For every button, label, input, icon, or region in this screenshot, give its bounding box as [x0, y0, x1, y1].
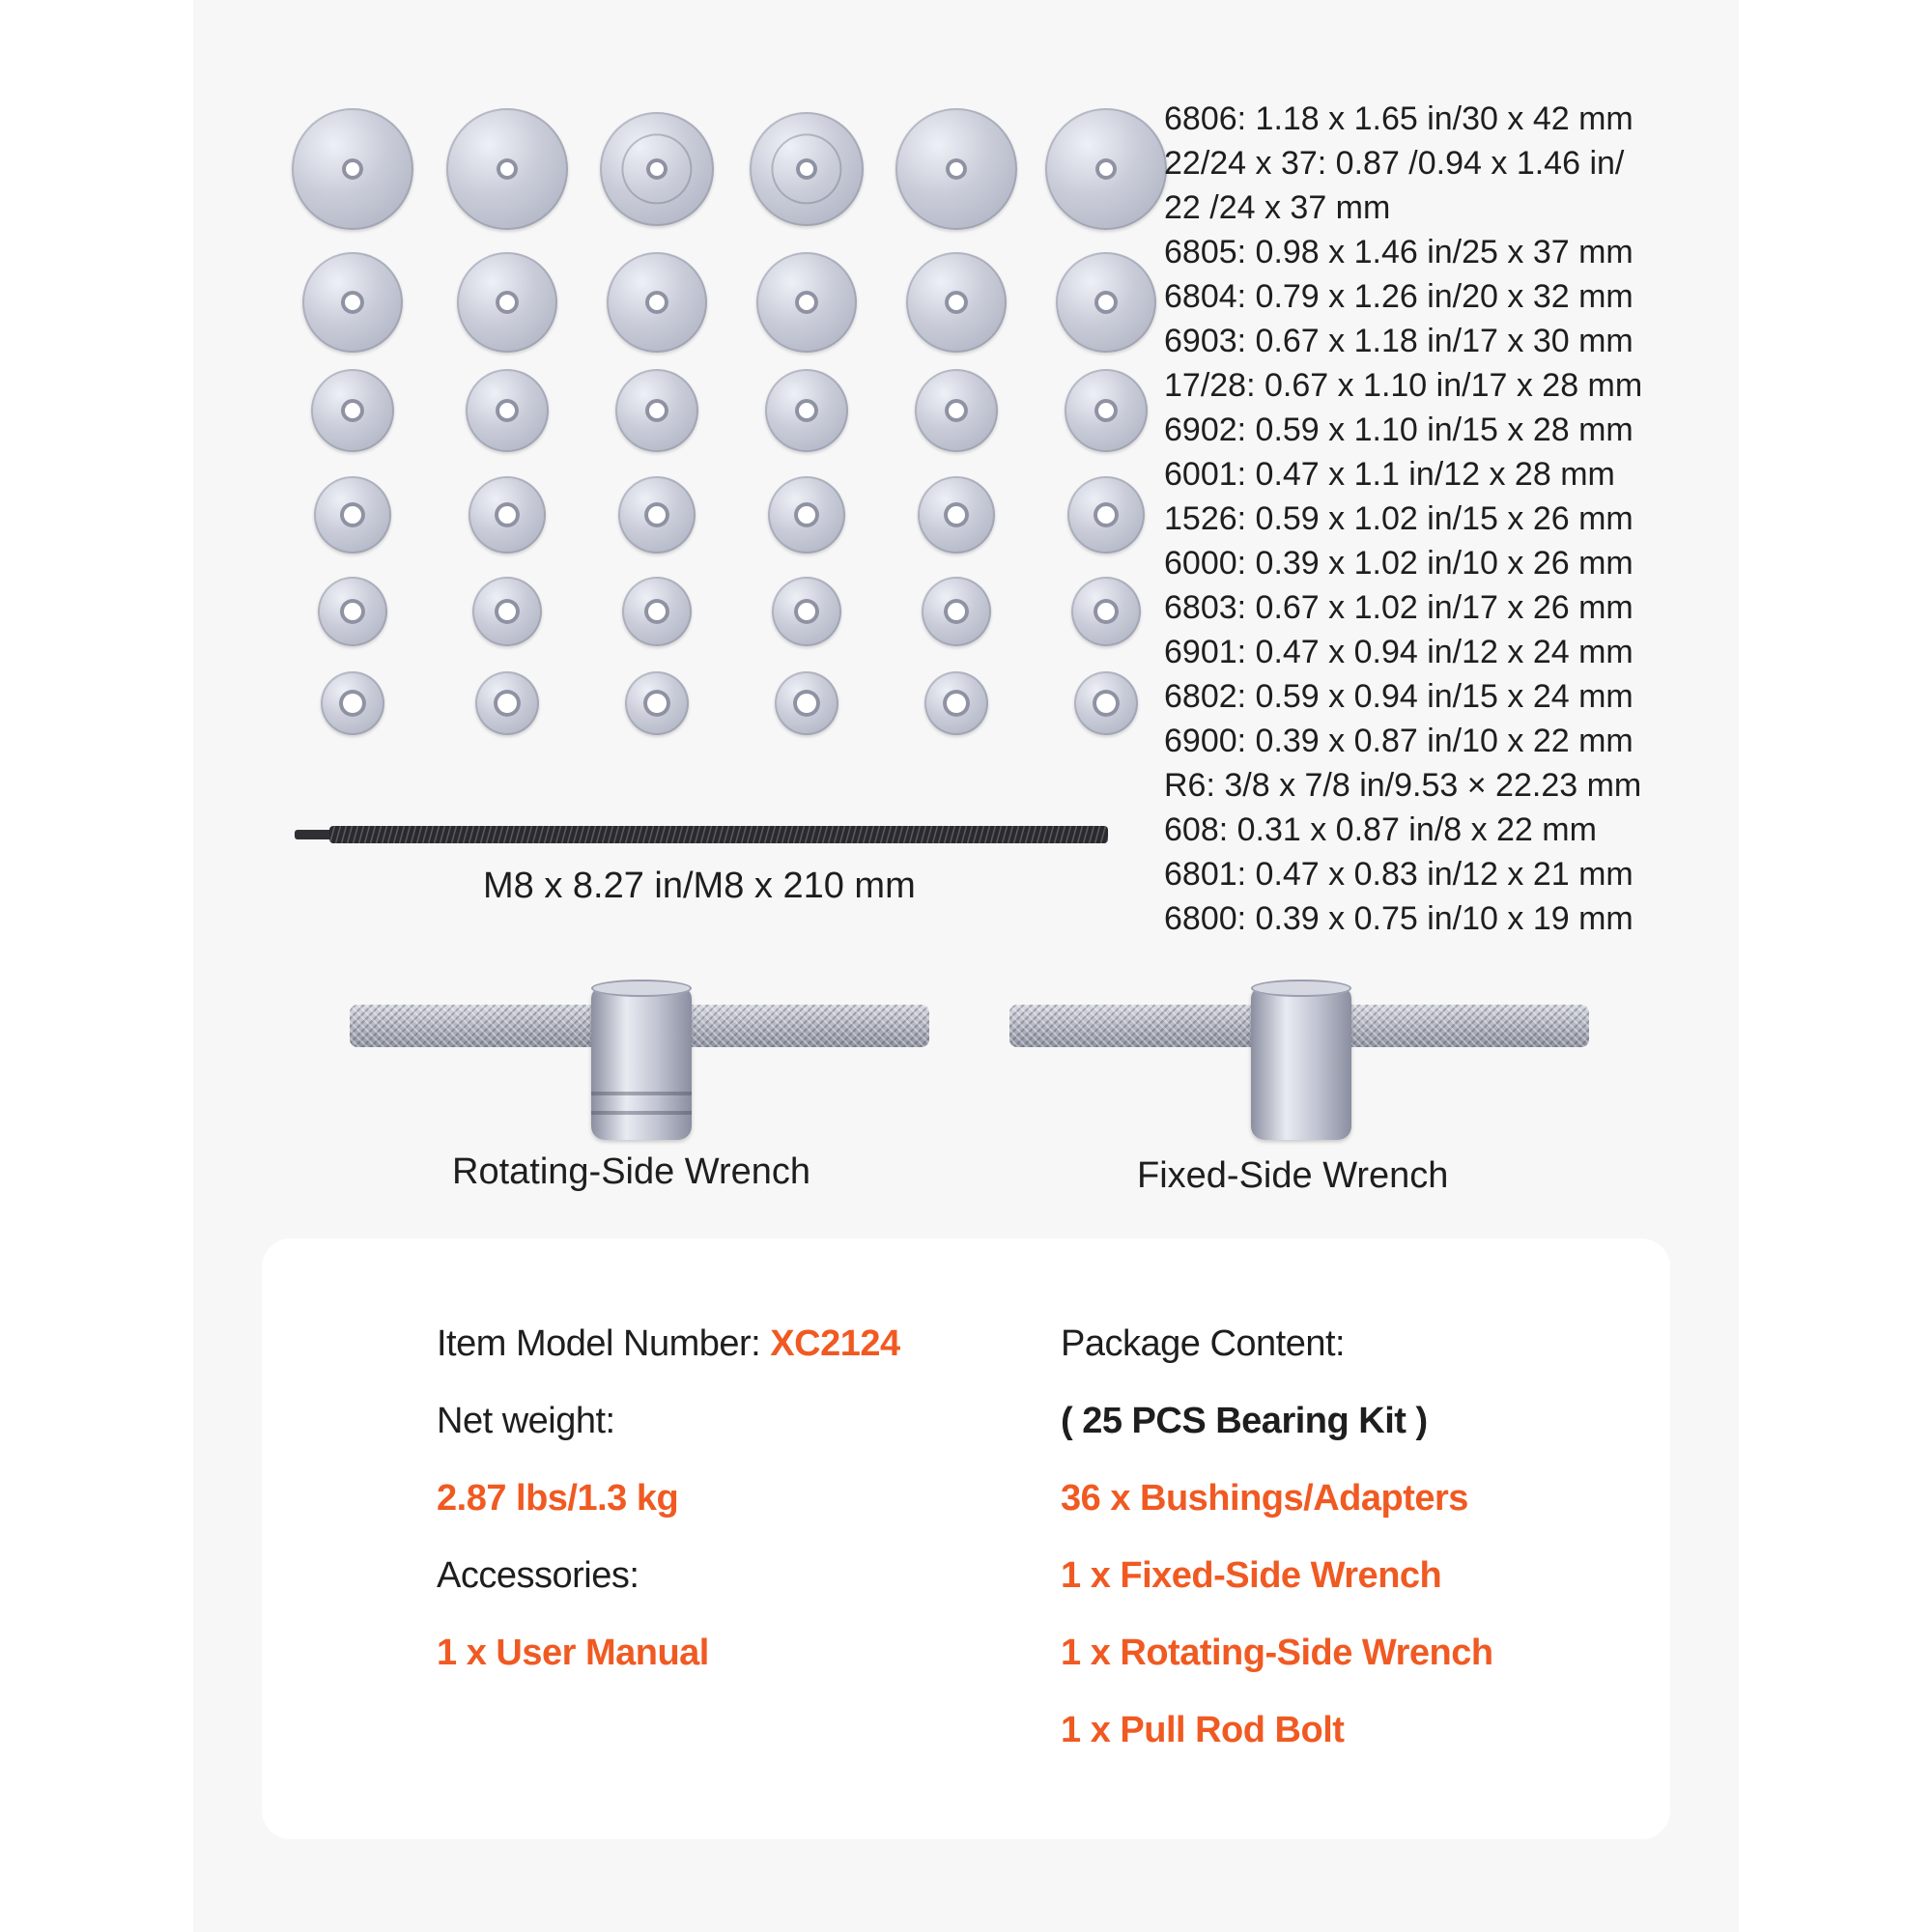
bushing-adapter [607, 252, 707, 353]
bushing-adapter [765, 369, 848, 452]
package-item: 36 x Bushings/Adapters [1061, 1478, 1468, 1519]
bushing-adapter [1056, 252, 1156, 353]
bushing-adapter [469, 476, 546, 554]
package-title: ( 25 PCS Bearing Kit ) [1061, 1401, 1428, 1441]
spec-item: 6802: 0.59 x 0.94 in/15 x 24 mm [1164, 678, 1634, 715]
spec-item: 22/24 x 37: 0.87 /0.94 x 1.46 in/ [1164, 145, 1625, 182]
bushing-adapter [906, 252, 1007, 353]
spec-item: 17/28: 0.67 x 1.10 in/17 x 28 mm [1164, 367, 1643, 404]
bushing-adapter [466, 369, 549, 452]
model-number-value: XC2124 [770, 1323, 900, 1364]
accessories-label: Accessories: [437, 1555, 639, 1596]
rotating-side-wrench-label: Rotating-Side Wrench [452, 1151, 811, 1192]
spec-item: 6803: 0.67 x 1.02 in/17 x 26 mm [1164, 589, 1634, 626]
package-content-label: Package Content: [1061, 1323, 1346, 1364]
bushing-adapter [318, 577, 387, 646]
bushing-adapter [472, 577, 542, 646]
bushing-adapter [457, 252, 557, 353]
spec-item: 6903: 0.67 x 1.18 in/17 x 30 mm [1164, 323, 1634, 359]
bushing-adapter [622, 577, 692, 646]
spec-item: 608: 0.31 x 0.87 in/8 x 22 mm [1164, 811, 1597, 848]
bushing-adapter [768, 476, 845, 554]
bushing-adapter [772, 577, 841, 646]
bushing-adapter [924, 671, 988, 735]
bushing-adapter [615, 369, 698, 452]
bushing-adapter [311, 369, 394, 452]
spec-item: 6806: 1.18 x 1.65 in/30 x 42 mm [1164, 100, 1634, 137]
package-item: 1 x Fixed-Side Wrench [1061, 1555, 1442, 1596]
net-weight-value: 2.87 lbs/1.3 kg [437, 1478, 679, 1519]
bushing-adapter [915, 369, 998, 452]
rotating-side-wrench-image [350, 976, 949, 1150]
bushing-adapter [302, 252, 403, 353]
bushing-adapter [756, 252, 857, 353]
net-weight-label: Net weight: [437, 1401, 615, 1441]
spec-item: 22 /24 x 37 mm [1164, 189, 1391, 226]
bushing-adapter [895, 108, 1017, 230]
bushing-adapter [750, 112, 864, 226]
bushing-adapter [321, 671, 384, 735]
bushing-adapter [775, 671, 838, 735]
spec-item: 6800: 0.39 x 0.75 in/10 x 19 mm [1164, 900, 1634, 937]
spec-item: R6: 3/8 x 7/8 in/9.53 × 22.23 mm [1164, 767, 1642, 804]
bushing-adapter [446, 108, 568, 230]
spec-item: 1526: 0.59 x 1.02 in/15 x 26 mm [1164, 500, 1634, 537]
bushing-adapter [1074, 671, 1138, 735]
spec-item: 6902: 0.59 x 1.10 in/15 x 28 mm [1164, 412, 1634, 448]
bushing-adapter [618, 476, 696, 554]
package-item: 1 x Pull Rod Bolt [1061, 1710, 1345, 1750]
pull-rod-label: M8 x 8.27 in/M8 x 210 mm [483, 866, 916, 906]
bushing-adapter [292, 108, 413, 230]
spec-item: 6901: 0.47 x 0.94 in/12 x 24 mm [1164, 634, 1634, 670]
bushing-adapter [625, 671, 689, 735]
bushing-adapter [314, 476, 391, 554]
bushing-adapter [1067, 476, 1145, 554]
fixed-side-wrench-image [1009, 976, 1608, 1150]
bushing-adapter [1065, 369, 1148, 452]
fixed-side-wrench-label: Fixed-Side Wrench [1137, 1155, 1449, 1196]
spec-item: 6804: 0.79 x 1.26 in/20 x 32 mm [1164, 278, 1634, 315]
spec-item: 6000: 0.39 x 1.02 in/10 x 26 mm [1164, 545, 1634, 582]
spec-item: 6001: 0.47 x 1.1 in/12 x 28 mm [1164, 456, 1615, 493]
bushing-adapter [922, 577, 991, 646]
package-item: 1 x Rotating-Side Wrench [1061, 1633, 1493, 1673]
bearing-spec-list [1164, 97, 1642, 941]
bushing-adapter [475, 671, 539, 735]
pull-rod-bolt-image [295, 824, 1108, 845]
spec-item: 6900: 0.39 x 0.87 in/10 x 22 mm [1164, 723, 1634, 759]
bushing-adapter-grid [280, 101, 1130, 758]
spec-item: 6805: 0.98 x 1.46 in/25 x 37 mm [1164, 234, 1634, 270]
bushing-adapter [600, 112, 714, 226]
bushing-adapter [1071, 577, 1141, 646]
bushing-adapter [918, 476, 995, 554]
model-number-row [437, 1323, 900, 1365]
model-number-label: Item Model Number: [437, 1323, 761, 1364]
spec-item: 6801: 0.47 x 0.83 in/12 x 21 mm [1164, 856, 1634, 893]
accessories-value: 1 x User Manual [437, 1633, 709, 1673]
bushing-adapter [1045, 108, 1167, 230]
